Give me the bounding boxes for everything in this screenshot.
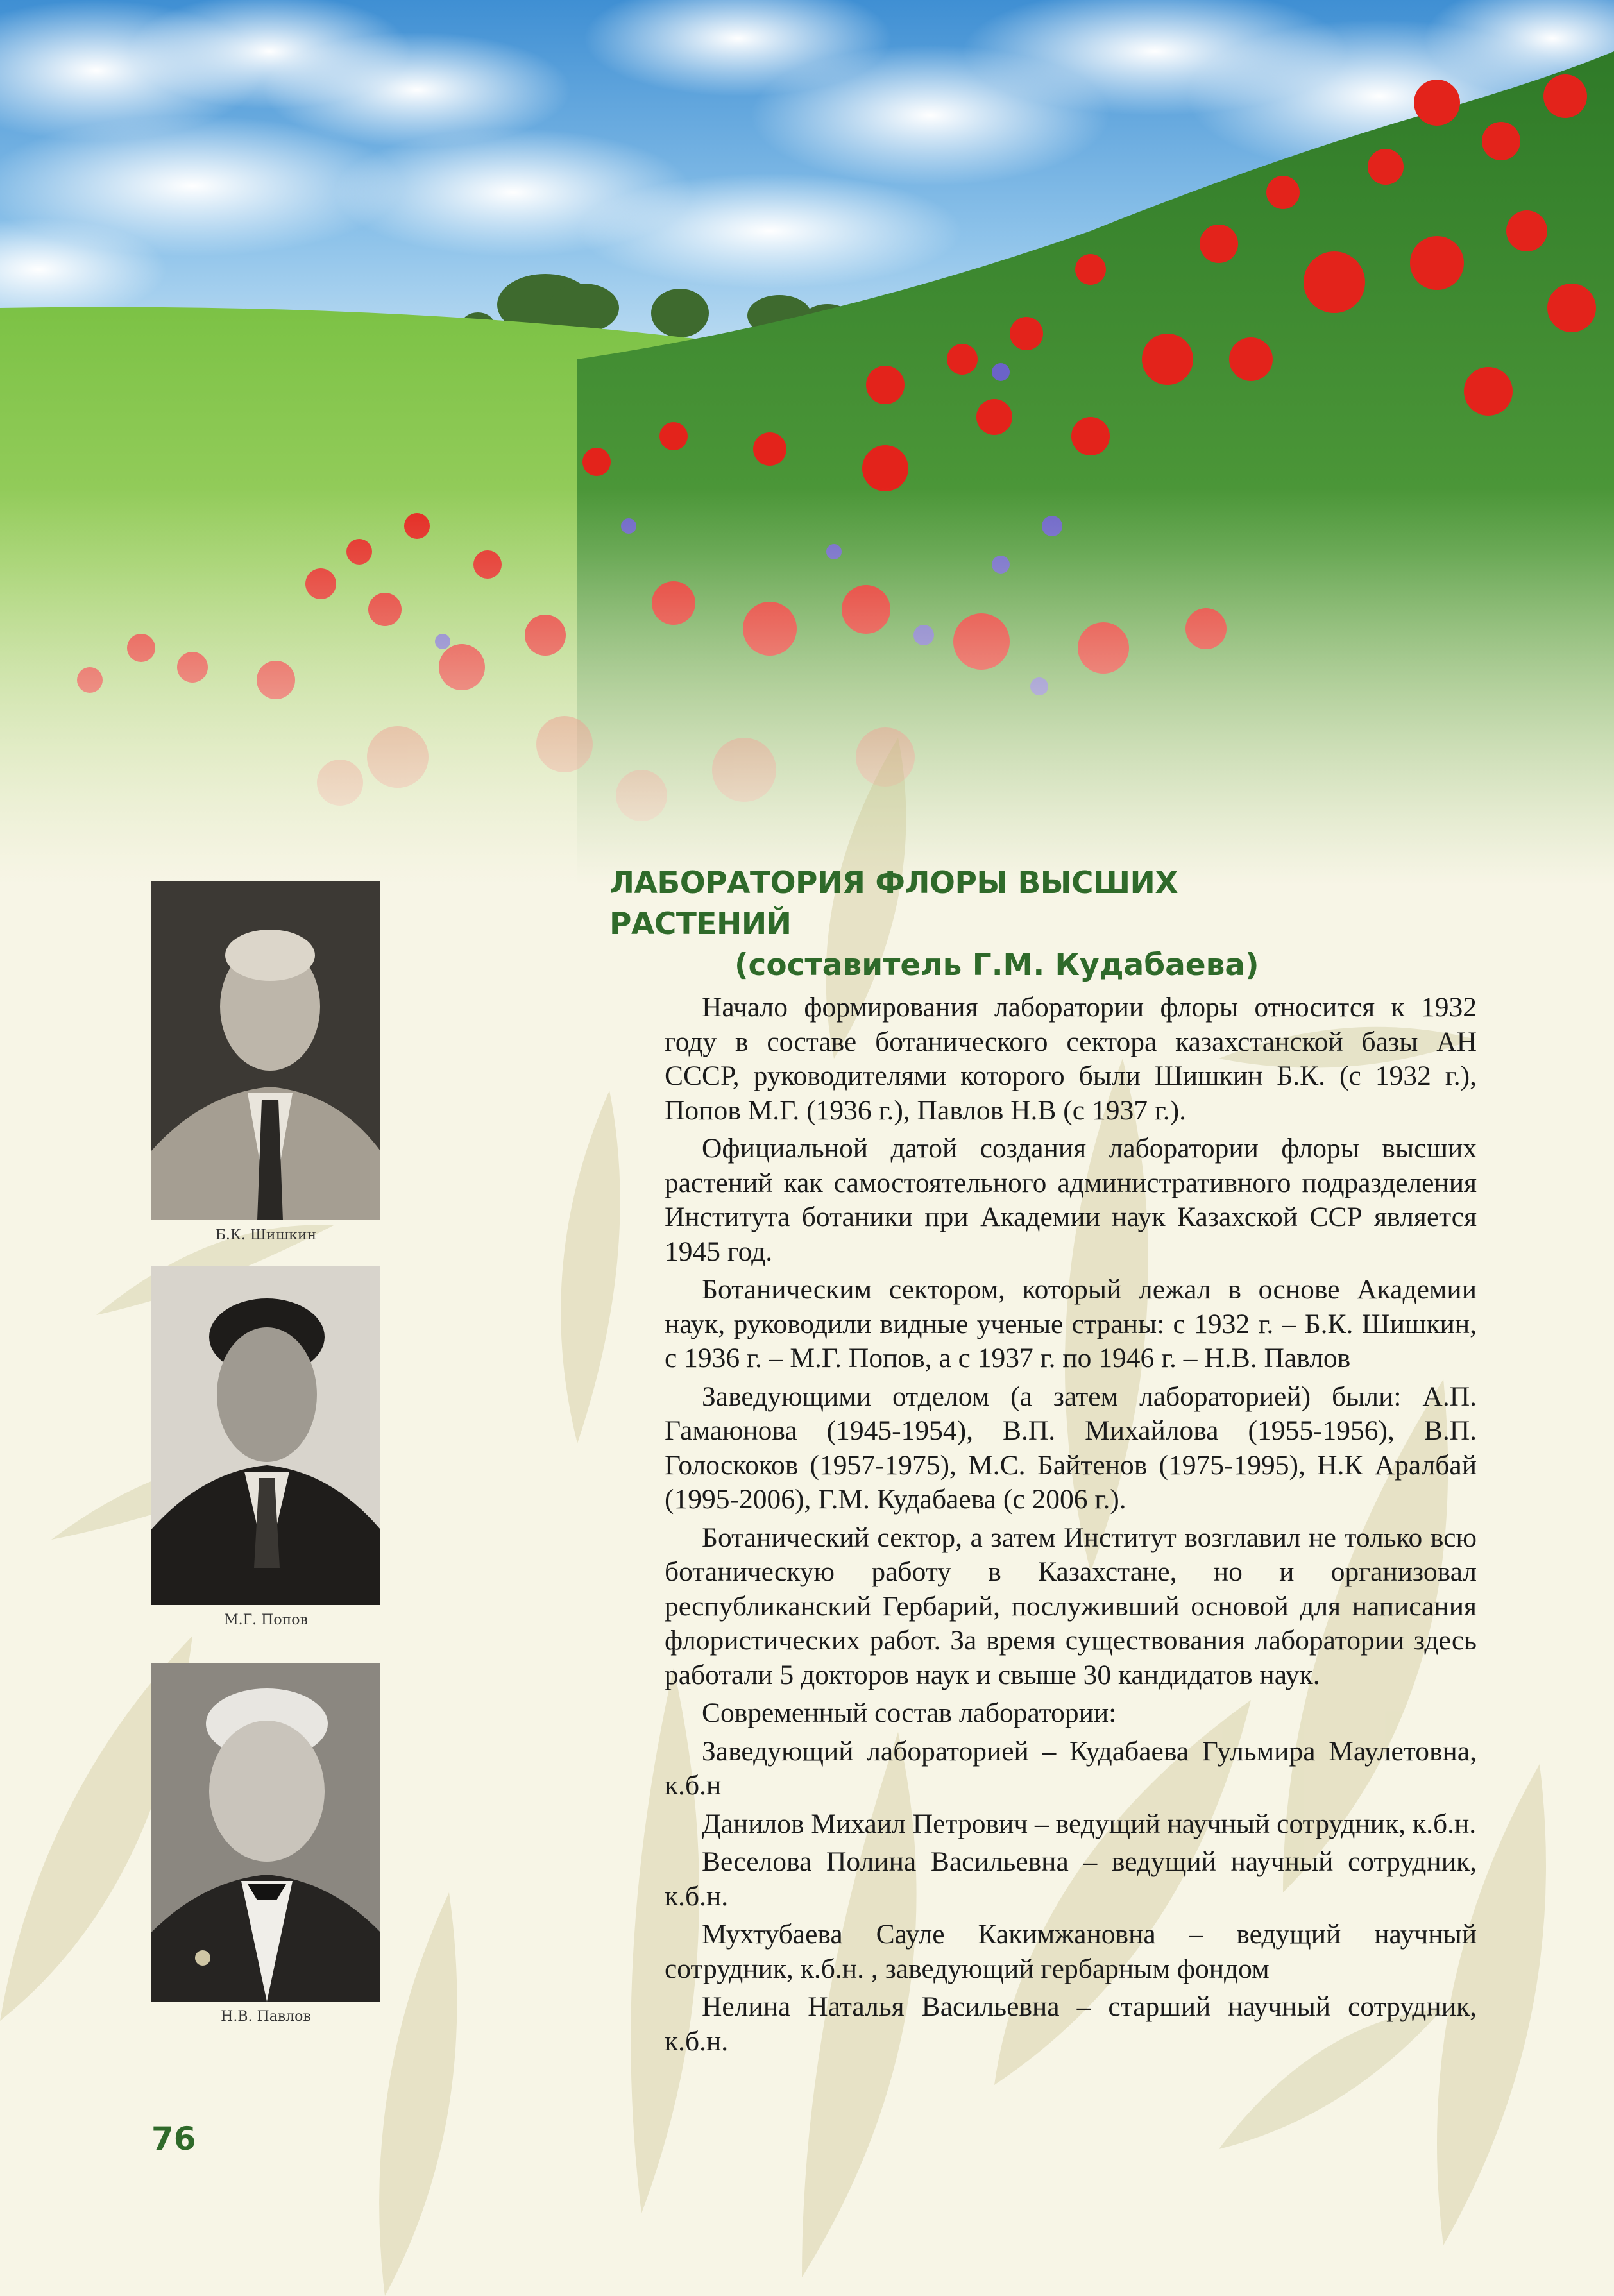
article-body bbox=[665, 991, 1477, 2059]
paragraph: Ботаническим сектором, который лежал в основе Академии наук, руководили видные ученые страны: с 1932 г. – Б.К. Шишкин, с 1936 г. – М.Г. Попов, а с 1937 г. по 1946 г. – Н.В. Павлов bbox=[665, 1274, 1477, 1373]
portrait-caption: Б.К. Шишкин bbox=[215, 1227, 317, 1243]
paragraph: Начало формирования лаборатории флоры относится к 1932 году в составе ботанического сектора казахстанской базы АН СССР, руководителями которого были Шишкин Б.К. (с 1932 г.), Попов М.Г. (1936 г.), Павлов Н.В (с 1937 г.). bbox=[665, 992, 1477, 1126]
banner-meadow-image bbox=[0, 0, 1614, 885]
staff-list-item: Нелина Наталья Васильевна – старший научный сотрудник, к.б.н. bbox=[665, 1991, 1477, 2057]
portrait-shishkin-photo bbox=[151, 881, 380, 1220]
paragraph: Современный состав лаборатории: bbox=[702, 1697, 1117, 1728]
staff-list-item: Данилов Михаил Петрович – ведущий научный сотрудник, к.б.н. bbox=[702, 1808, 1477, 1839]
portrait-pavlov-photo bbox=[151, 1663, 380, 2002]
paragraph: Ботанический сектор, а затем Институт возглавил не только всю ботаническую работу в Казахстане, но и организовал республиканский Гербарий, послуживший основой для написания флористических работ. За время существования лаборатории здесь работали 5 докторов наук и свыше 30 кандидатов наук. bbox=[665, 1522, 1477, 1690]
staff-list-item: Заведующий лабораторией – Кудабаева Гульмира Маулетовна, к.б.н bbox=[665, 1735, 1477, 1801]
section-heading bbox=[609, 863, 1366, 986]
heading-subtitle: (составитель Г.М. Кудабаева) bbox=[735, 948, 1259, 983]
page-number: 76 bbox=[151, 2120, 196, 2157]
staff-list-item: Веселова Полина Васильевна – ведущий научный сотрудник, к.б.н. bbox=[665, 1846, 1477, 1912]
portrait-popov-photo bbox=[151, 1266, 380, 1605]
paragraph: Заведующими отделом (а затем лабораторией) были: А.П. Гамаюнова (1945-1954), В.П. Михайлова (1955-1956), В.П. Голоскоков (1957-1975), М.С. Байтенов (1975-1995), Н.К Аралбай (1995-2006), Г.М. Кудабаева (с 2006 г.). bbox=[665, 1381, 1477, 1515]
heading-title: ЛАБОРАТОРИЯ ФЛОРЫ ВЫСШИХ РАСТЕНИЙ bbox=[609, 865, 1178, 942]
portrait-caption: М.Г. Попов bbox=[224, 1612, 308, 1628]
paragraph: Официальной датой создания лаборатории флоры высших растений как самостоятельного административного подразделения Института ботаники при Академии наук Казахской ССР является 1945 год. bbox=[665, 1133, 1477, 1267]
staff-list-item: Мухтубаева Сауле Какимжановна – ведущий научный сотрудник, к.б.н. , заведующий гербарным фондом bbox=[665, 1919, 1477, 1984]
portrait-caption: Н.В. Павлов bbox=[221, 2009, 311, 2025]
